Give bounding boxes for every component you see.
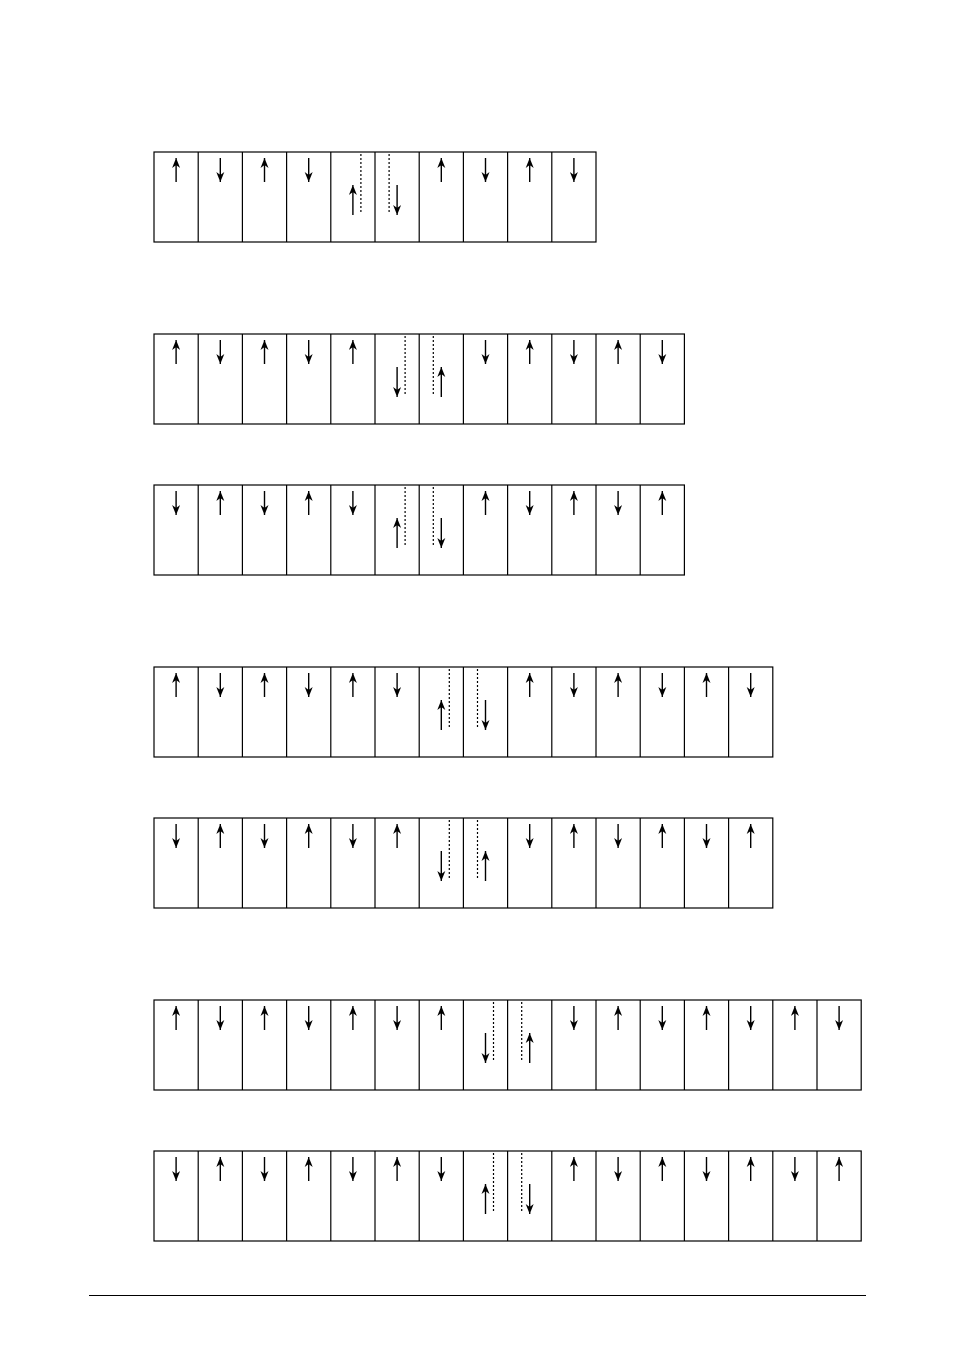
chain-row bbox=[154, 485, 684, 575]
spin-cell bbox=[433, 336, 441, 397]
spin-cell bbox=[478, 669, 486, 730]
spin-cell bbox=[397, 336, 405, 397]
spin-cell bbox=[486, 1002, 494, 1063]
spin-cell bbox=[433, 487, 441, 548]
spin-cell bbox=[441, 669, 449, 730]
spin-cell bbox=[478, 820, 486, 881]
spin-cell bbox=[397, 487, 405, 548]
chain-rows bbox=[154, 152, 861, 1241]
chain-row bbox=[154, 667, 773, 757]
chain-row bbox=[154, 1000, 861, 1090]
spin-cell bbox=[389, 154, 397, 215]
chain-row bbox=[154, 152, 596, 242]
footer-rule bbox=[89, 1295, 866, 1296]
chain-row bbox=[154, 1151, 861, 1241]
chain-row bbox=[154, 334, 684, 424]
spin-cell bbox=[353, 154, 361, 215]
spin-cell bbox=[486, 1153, 494, 1214]
chain-row bbox=[154, 818, 773, 908]
spin-cell bbox=[522, 1002, 530, 1063]
spin-cell bbox=[441, 820, 449, 881]
spin-cell bbox=[522, 1153, 530, 1214]
